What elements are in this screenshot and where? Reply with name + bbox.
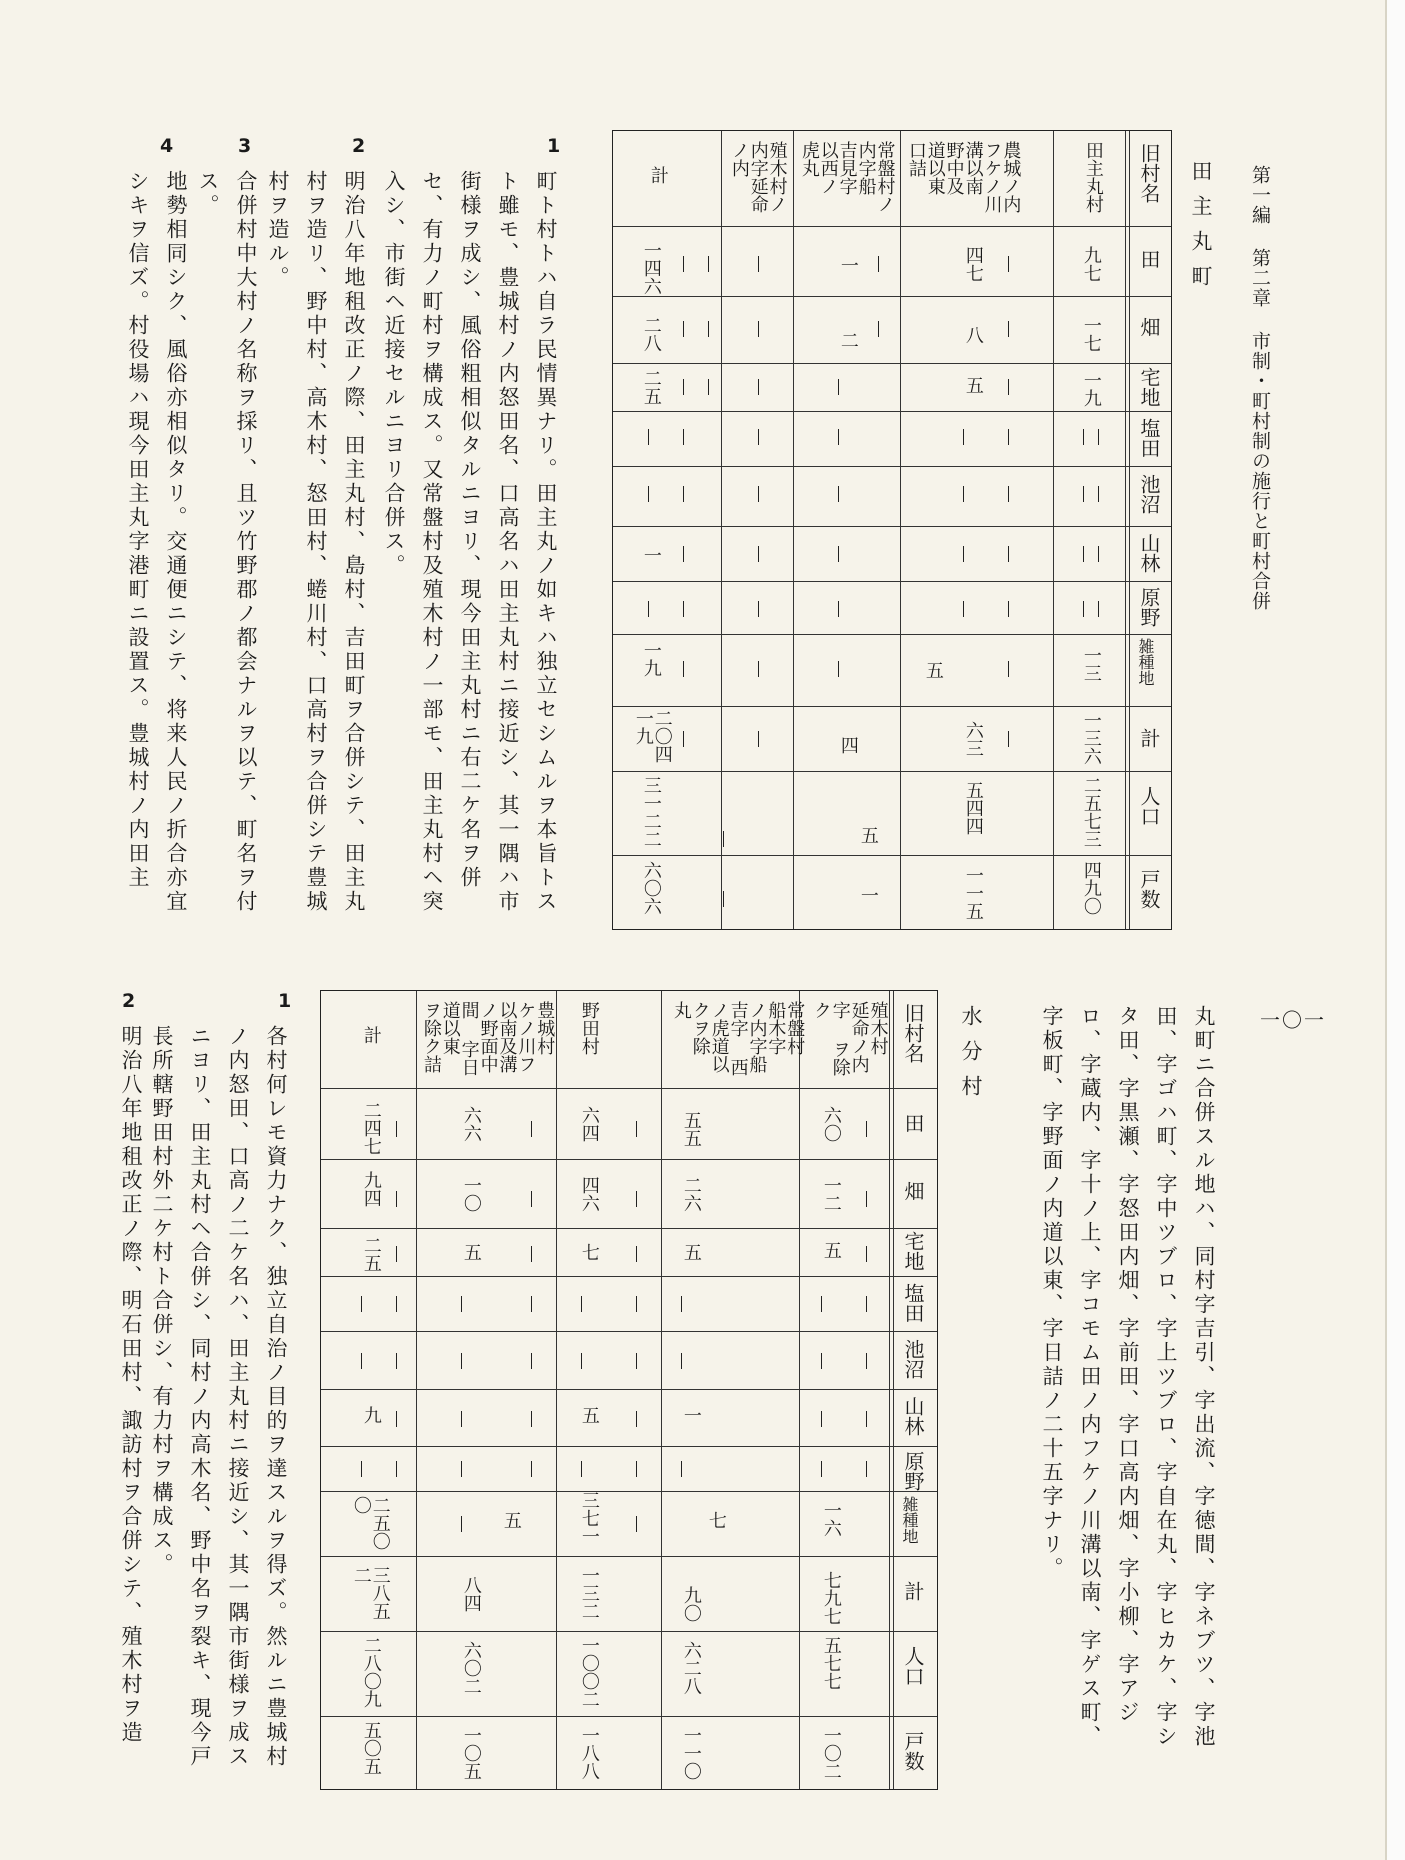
row-header: 旧村名 (901, 1003, 925, 1063)
village-name: 殖木村 延命ノ内字 ヲ除ク (810, 1001, 889, 1076)
value-cell: 四七 (962, 246, 984, 282)
row-header: 池沼 (901, 1339, 925, 1379)
value-cell: 四 (837, 736, 859, 754)
value-cell: 五 (857, 826, 879, 844)
value-cell: 一〇〇二 (578, 1636, 600, 1708)
note-text: 合併村中大村ノ名称ヲ採リ、且ツ竹野郡ノ都会ナルヲ以テ、町名ヲ付ス。 (196, 170, 258, 914)
value-cell: 六三 (962, 721, 984, 757)
value-cell: 一三六 (1080, 711, 1102, 765)
value-cell: 五 (500, 1511, 522, 1529)
value-cell: 一 (680, 1406, 702, 1424)
value-cell: 九四 (360, 1171, 382, 1207)
row-header: 池沼 (1137, 474, 1161, 514)
value-cell: 二六 (680, 1176, 702, 1212)
value-cell: 一一〇 (680, 1726, 702, 1780)
village-name: 常盤村ノ 内字船 吉見字 以西ノ 虎丸 (798, 141, 896, 213)
note-number: 3 (238, 135, 252, 157)
value-cell: 五 (578, 1406, 600, 1424)
continuation-line: 字板町、字野面ノ内道以東、字日詰ノ二十五字ナリ。 (1040, 1005, 1064, 1581)
row-header: 宅地 (1137, 367, 1161, 407)
value-cell: 五七七 (820, 1636, 842, 1690)
value-cell: 一三 (1080, 646, 1102, 682)
mizuwake-table (320, 990, 938, 1790)
value-cell: 二五 (360, 1236, 382, 1272)
value-cell: 九〇 (680, 1586, 702, 1622)
row-header: 田 (1137, 249, 1161, 269)
value-cell: 二八〇九 (360, 1636, 382, 1708)
note-text: 地勢相同シク、風俗亦相似タリ。交通便ニシテ、将来人民ノ折合亦宜シキヲ信ズ。村役場ハ現今田主丸字港町ニ設置ス。豊城村ノ内田主 (126, 170, 188, 914)
note-text: 明治八年地租改正ノ際、明石田村、諏訪村ヲ合併シテ、殖木村ヲ造 (119, 1025, 143, 1745)
value-cell: 五 (962, 376, 984, 394)
village-name: 常盤村 船木字 ノ内字船吉字 西ノ虎道以 クヲ除 丸 (670, 1001, 806, 1076)
value-cell: 五五 (680, 1111, 702, 1147)
note-text: 各村何レモ資力ナク、独立自治ノ目的ヲ達スルヲ得ズ。然ルニ豊城村ノ内怒田、口高ノ二ケ名ハ、田主丸村ニ接近シ、其一隅市街様ヲ成スニヨリ、田主丸村ヘ合併シ、同村ノ内高木名、野中名ヲ裂キ、現今戸長所轄野田村外二ケ村ト合併シ、有力村ヲ構成ス。 (150, 1025, 288, 1769)
note-number: 1 (547, 135, 561, 157)
value-cell: 八 (962, 326, 984, 344)
village-name: 計 (647, 166, 669, 184)
village-name: 田主丸村 (1082, 141, 1104, 213)
continuation-line: 田、字ゴハ町、字中ツブロ、字上ツブロ、字自在丸、字ヒカケ、字シ (1154, 1005, 1178, 1749)
value-cell: 五 (820, 1241, 842, 1259)
value-cell: 三八五二 (350, 1566, 391, 1620)
value-cell: 八四 (460, 1576, 482, 1612)
value-cell: 一四六 (640, 241, 662, 295)
value-cell: 七 (578, 1243, 600, 1261)
value-cell: 九七 (1080, 246, 1102, 282)
row-header: 人口 (1137, 786, 1161, 826)
row-header: 山林 (1137, 533, 1161, 573)
value-cell: 六〇 (820, 1106, 842, 1142)
value-cell: 二四七 (360, 1101, 382, 1155)
row-header: 戸数 (1137, 869, 1161, 909)
row-header: 塩田 (1137, 418, 1161, 458)
value-cell: 六六 (460, 1106, 482, 1142)
value-cell: 五 (680, 1243, 702, 1261)
village-name: 野田村 (578, 1001, 600, 1055)
row-header: 畑 (1137, 317, 1161, 337)
row-header: 畑 (901, 1181, 925, 1201)
row-header: 原野 (1137, 587, 1161, 627)
value-cell: 五 (460, 1243, 482, 1261)
value-cell: 一 (837, 256, 859, 274)
row-header: 戸数 (901, 1731, 925, 1771)
page-number: 一〇一 (1260, 1008, 1326, 1032)
row-header: 雑種地 (1136, 638, 1155, 686)
value-cell: 一六 (820, 1501, 842, 1537)
tamaru-table (612, 130, 1172, 930)
row-header: 旧村名 (1137, 143, 1161, 203)
value-cell: 七 (705, 1511, 727, 1529)
value-cell: 七九七 (820, 1571, 842, 1625)
value-cell: 六〇六 (640, 861, 662, 915)
continuation-line: タ田、字黒瀬、字怒田内畑、字前田、字口高内畑、字小柳、字アジ (1116, 1005, 1140, 1725)
value-cell: 五四四 (962, 781, 984, 835)
row-header: 計 (901, 1581, 925, 1601)
section-title-tamaru: 田主丸町 (1189, 160, 1213, 300)
value-cell: 一〇二 (820, 1726, 842, 1780)
value-cell: 三一二二 (640, 776, 662, 848)
value-cell: 一八八 (578, 1726, 600, 1780)
value-cell: 二 (837, 331, 859, 349)
value-cell: 二五七三 (1080, 776, 1102, 848)
row-header: 山林 (901, 1396, 925, 1436)
value-cell: 一二 (820, 1176, 842, 1212)
note-text: 明治八年地租改正ノ際、田主丸村、島村、吉田町ヲ合併シテ、田主丸村ヲ造リ、野中村、高木村、怒田村、蜷川村、口高村ヲ合併シテ豊城村ヲ造ル。 (266, 170, 366, 914)
note-text: 町ト村トハ自ラ民情異ナリ。田主丸ノ如キハ独立セシムルヲ本旨トスト雖モ、豊城村ノ内怒田名、口高名ハ田主丸村ニ接近シ、其一隅ハ市街様ヲ成シ、風俗粗相似タルニヨリ、現今田主丸村ニ右二ケ名ヲ併セ、有力ノ町村ヲ構成ス。又常盤村及殖木村ノ一部モ、田主丸村ヘ突入シ、市街ヘ近接セルニヨリ合併ス。 (382, 170, 558, 914)
value-cell: 一七 (1080, 316, 1102, 352)
value-cell: 五〇五 (360, 1721, 382, 1775)
value-cell: 九 (360, 1406, 382, 1424)
row-header: 原野 (901, 1451, 925, 1491)
page-edge (1385, 0, 1405, 1860)
running-header: 第一編 第二章 市制・町村制の施行と町村合併 (1249, 165, 1271, 611)
note-number: 2 (122, 990, 136, 1012)
value-cell: 四九〇 (1080, 861, 1102, 915)
value-cell: 一〇五 (460, 1726, 482, 1780)
section-title-mizuwake: 水分村 (959, 1005, 983, 1110)
value-cell: 六四 (578, 1106, 600, 1142)
value-cell: 四六 (578, 1176, 600, 1212)
value-cell: 一一五 (962, 866, 984, 920)
continuation-line: 丸町ニ合併スル地ハ、同村字吉引、字出流、字徳間、字ネブツ、字池 (1192, 1005, 1216, 1749)
value-cell: 二五 (640, 369, 662, 405)
continuation-line: ロ、字蔵内、字十ノ上、字コモム田ノ内フケノ川溝以南、字ゲス町、 (1078, 1005, 1102, 1749)
value-cell: 一 (857, 886, 879, 904)
row-header: 雑種地 (900, 1496, 919, 1544)
village-name: 殖木村ノ 内字延命 ノ内 (728, 141, 788, 213)
value-cell: 五 (922, 661, 944, 679)
note-number: 4 (160, 135, 174, 157)
village-name: 豊城村 ケノ川フ 以南及溝 ノ野面中間 字日道以東 ヲ除ク詰 (420, 1001, 556, 1076)
village-name: 農城ノ内 フケノ川 溝以南 野中及 道以東 口詰 (905, 141, 1022, 213)
row-header: 田 (901, 1113, 925, 1133)
row-header: 宅地 (901, 1231, 925, 1271)
value-cell: 六二八 (680, 1641, 702, 1695)
value-cell: 一三二 (578, 1566, 600, 1620)
row-header: 人口 (901, 1646, 925, 1686)
row-header: 塩田 (901, 1283, 925, 1323)
value-cell: 二〇四一九 (632, 709, 673, 763)
value-cell: 一〇 (460, 1176, 482, 1212)
value-cell: 一九 (640, 641, 662, 677)
value-cell: 二五〇〇 (350, 1496, 391, 1550)
village-name: 計 (360, 1026, 382, 1044)
value-cell: 一九 (1080, 371, 1102, 407)
value-cell: 六〇二 (460, 1641, 482, 1695)
value-cell: 三七一 (578, 1491, 600, 1545)
note-number: 2 (352, 135, 366, 157)
row-header: 計 (1137, 728, 1161, 748)
value-cell: 一 (640, 546, 662, 564)
value-cell: 二八 (640, 316, 662, 352)
note-number: 1 (278, 990, 292, 1012)
